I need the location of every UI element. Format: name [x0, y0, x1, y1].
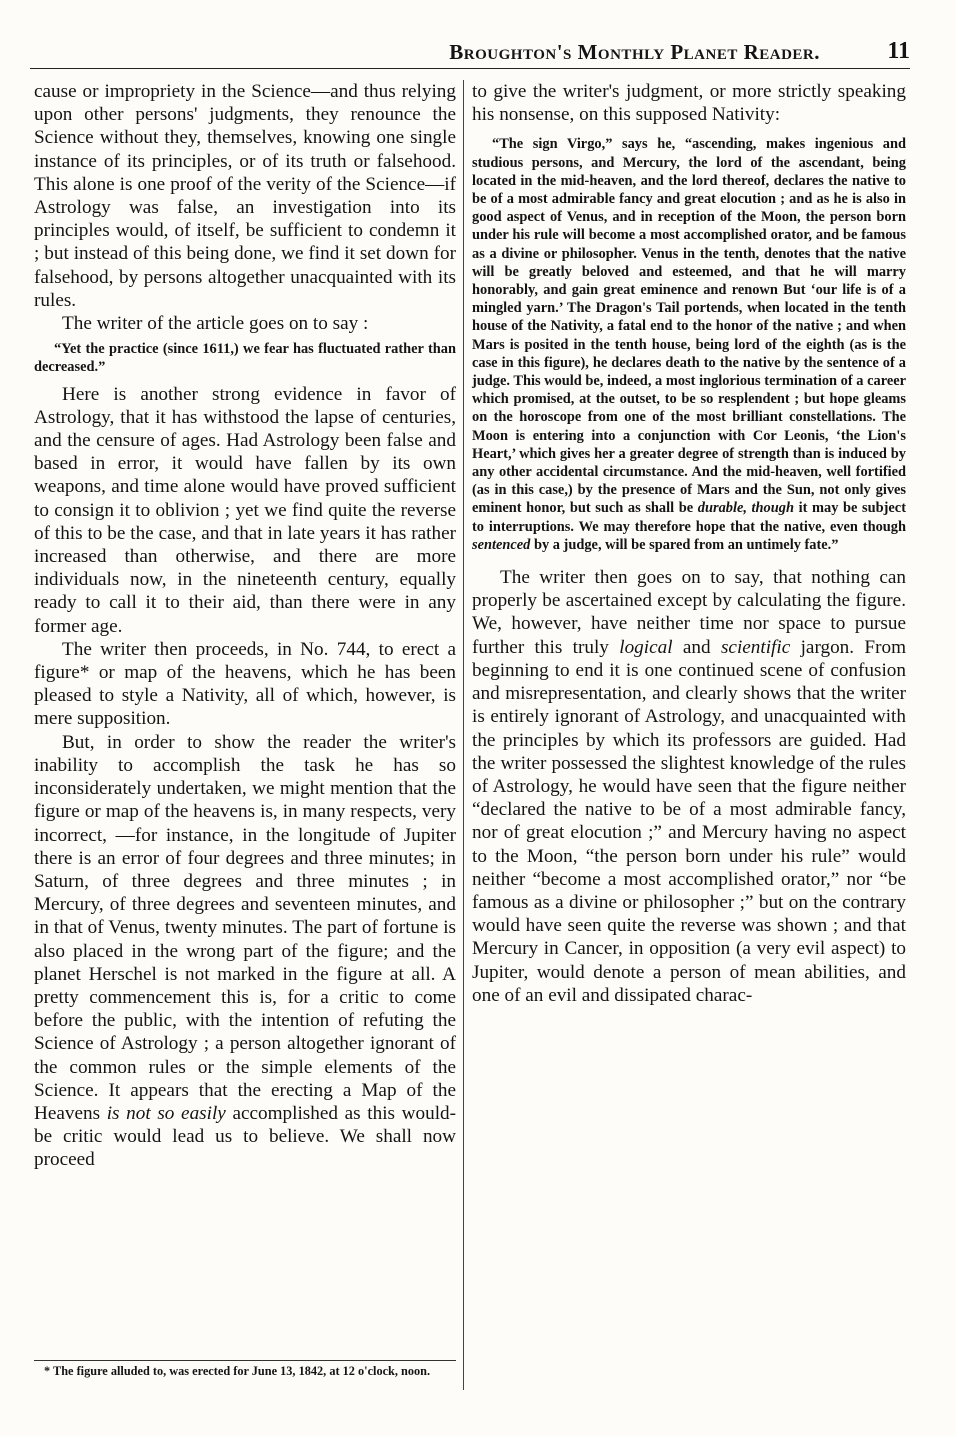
italic-text: logical	[619, 636, 673, 658]
paragraph	[34, 731, 456, 1172]
right-column	[472, 80, 906, 1007]
italic-text: durable, though	[697, 500, 794, 517]
page-title: Broughton's Monthly Planet Reader.	[449, 40, 820, 64]
text-run: But, in order to show the reader the writer's inability to accomplish the task he has so inconsiderately undertaken, we might mention that the figure or map of the heavens is, in many respects, very incorrect, —for instance, in the longitude of Jupiter there is an error of four degrees and three minutes; in Saturn, of three degrees and three minutes ; in Mercury, of three degrees and seventeen minutes, and in that of Venus, twenty minutes. The part of fortune is also placed in the wrong part of the figure; and the planet Herschel is not marked in the figure at all. A pretty commencement this is, for a critic to come before the public, with the intention of refuting the Science of Astrology ; a person altogether ignorant of the common rules or the simple elements of the Science. It appears that the erecting a Map of the Heavens	[34, 731, 456, 1124]
text-run: “The sign Virgo,” says he, “ascending, makes ingenious and studious persons, and Mercury, the lord of the ascendant, being located in the mid-heaven, and the lord thereof, declares the native to be of a most admirable fancy and great elocution ; and as he is also in good aspect of Venus, and in reception of the Moon, the person born under his rule will become a most accomplished orator, and be famous as a divine or philosopher. Venus in the tenth, denotes that the native will be greatly beloved and esteemed, and that he will marry honorably, and gain great eminence and renown But ‘our life is of a mingled yarn.’ The Dragon's Tail portends, when located in the tenth house of the Nativity, a fatal end to the honor of the native ; and when Mars is posited in the tenth house, being lord of the eighth (as is the case in this figure), he declares death to the native by the sentence of a judge. This would be, indeed, a most inglorious termination of a career which promised, at the outset, to be so resplendent ; but hope gleams on the horoscope from one of the most brilliant constellations. The Moon is entering into a conjunction with Cor Leonis, ‘the Lion's Heart,’ which gives her a greater degree of strength than is induced by any other accidental circumstance. And the mid-heaven, well fortified (as in this case,) by the presence of Mars and the Sun, not only gives eminent honor, but such as shall be	[472, 136, 906, 517]
italic-text: is not so easily	[106, 1102, 226, 1124]
paragraph: cause or impropriety in the Science—and thus relying upon other persons' judgments, they renounce the Science without they, themselves, knowing one single instance of its principles, or of its truth or falsehood. This alone is one proof of the verity of the Science—if Astrology was false, an investigation into its principles would, of itself, be sufficient to condemn it ; but instead of this being done, we find it set down for falsehood, by persons altogether unacquainted with its rules.	[34, 81, 456, 311]
running-header	[30, 38, 910, 69]
text-run: and	[682, 636, 711, 658]
italic-text: sentenced	[472, 536, 531, 553]
block-quote: “Yet the practice (since 1611,) we fear has fluctuated rather than decreased.”	[34, 341, 456, 376]
block-quote	[472, 135, 906, 554]
paragraph: The writer of the article goes on to say :	[62, 313, 369, 335]
text-run: The writer then goes on to say, that nothing can properly be ascertained except by calculating the figure. We, however, have neither time nor space to pursue further this truly	[472, 567, 906, 658]
paragraph: to give the writer's judgment, or more strictly speaking his nonsense, on this supposed Nativity:	[472, 81, 906, 126]
text-run: it may be subject to interruptions. We may therefore hope that the native, even though	[472, 500, 906, 535]
footnote: * The figure alluded to, was erected for June 13, 1842, at 12 o'clock, noon.	[34, 1360, 456, 1380]
italic-text: scientific	[720, 636, 791, 658]
left-column	[34, 80, 456, 1172]
paragraph	[472, 566, 906, 1007]
text-run: jargon. From beginning to end it is one continued scene of confusion and misrepresentation, and clearly shows that the writer is entirely ignorant of Astrology, and unacquainted with the principles by which its professors are guided. Had the writer possessed the slightest knowledge of the rules of Astrology, he would have seen that the figure neither “declared the native to be of a most admirable fancy, nor of great elocution ;” and Mercury having no aspect to the Moon, “the person born under his rule” would neither “become a most accomplished orator,” nor “be famous as a divine or philosopher ;” but on the contrary would have seen quite the reverse was shown ; and that Mercury in Cancer, in opposition (a very evil aspect) to Jupiter, would denote a person of mean abilities, and one of an evil and dissipated charac-	[472, 636, 906, 1006]
text-run: accomplished as this would-be critic would lead us to believe. We shall now proceed	[34, 1102, 457, 1171]
page-number: 11	[887, 38, 910, 64]
paragraph: Here is another strong evidence in favor of Astrology, that it has withstood the lapse of centuries, and the censure of ages. Had Astrology been false and based in error, it would have fallen by its own weapons, and time alone would have proved sufficient to consign it to oblivion ; yet we find quite the reverse of this to be the case, and that in late years it has rather increased than otherwise, and there are more individuals now, in the nineteenth century, equally ready to call it to their aid, than there were in any former age.	[34, 383, 456, 637]
paragraph: The writer then proceeds, in No. 744, to erect a figure* or map of the heavens, which he has been pleased to style a Nativity, all of which, however, is mere supposition.	[34, 638, 456, 730]
text-run: by a judge, will be spared from an untimely fate.”	[533, 536, 839, 553]
